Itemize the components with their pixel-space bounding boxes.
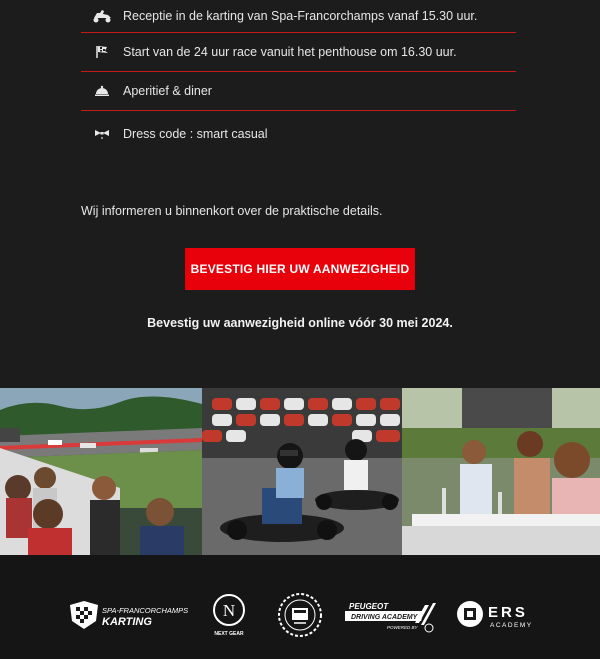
spa-karting-logo[interactable] <box>68 599 188 636</box>
info-text: Wij informeren u binnenkort over de praktische details. <box>81 204 383 218</box>
cloche-icon <box>81 81 123 101</box>
peugeot-line2: DRIVING ACADEMY <box>351 614 418 621</box>
spa-karting-line2: KARTING <box>102 616 152 628</box>
bow-tie-icon <box>81 124 123 144</box>
checkered-flag-icon <box>81 42 123 62</box>
reception-guests-photo <box>402 388 600 555</box>
program-item-text: Start van de 24 uur race vanuit het penthouse om 16.30 uur. <box>123 45 457 59</box>
club-crest-logo[interactable] <box>276 592 324 643</box>
program-item-reception <box>81 0 516 33</box>
program-item-dress-code <box>81 111 516 157</box>
program-item-race-start <box>81 33 516 72</box>
photo-strip <box>0 388 600 555</box>
spa-karting-line1: SPA-FRANCORCHAMPS <box>102 606 188 615</box>
peugeot-line3: POWERED BY <box>387 625 418 630</box>
program-list <box>81 0 516 157</box>
program-item-text: Dress code : smart casual <box>123 127 268 141</box>
next-gear-letter: N <box>222 601 236 620</box>
kart-icon <box>81 6 123 26</box>
program-item-dinner <box>81 72 516 111</box>
karting-photo <box>202 388 402 555</box>
peugeot-driving-academy-logo[interactable] <box>345 599 437 638</box>
program-item-text: Receptie in de karting van Spa-Francorchamps vanaf 15.30 uur. <box>123 9 478 23</box>
next-gear-label: NEXT GEAR <box>214 631 244 637</box>
deadline-text: Bevestig uw aanwezigheid online vóór 30 mei 2024. <box>147 316 453 330</box>
program-item-text: Aperitief & diner <box>123 84 212 98</box>
ers-sub: ACADEMY <box>490 622 533 629</box>
next-gear-logo[interactable] <box>210 593 250 642</box>
ers-name: ERS <box>488 604 528 621</box>
confirm-attendance-button[interactable]: BEVESTIG HIER UW AANWEZIGHEID <box>185 248 415 290</box>
peugeot-line1: PEUGEOT <box>349 602 389 611</box>
race-spectators-photo <box>0 388 202 555</box>
ers-academy-logo[interactable] <box>456 600 540 635</box>
partner-logos <box>0 555 600 659</box>
